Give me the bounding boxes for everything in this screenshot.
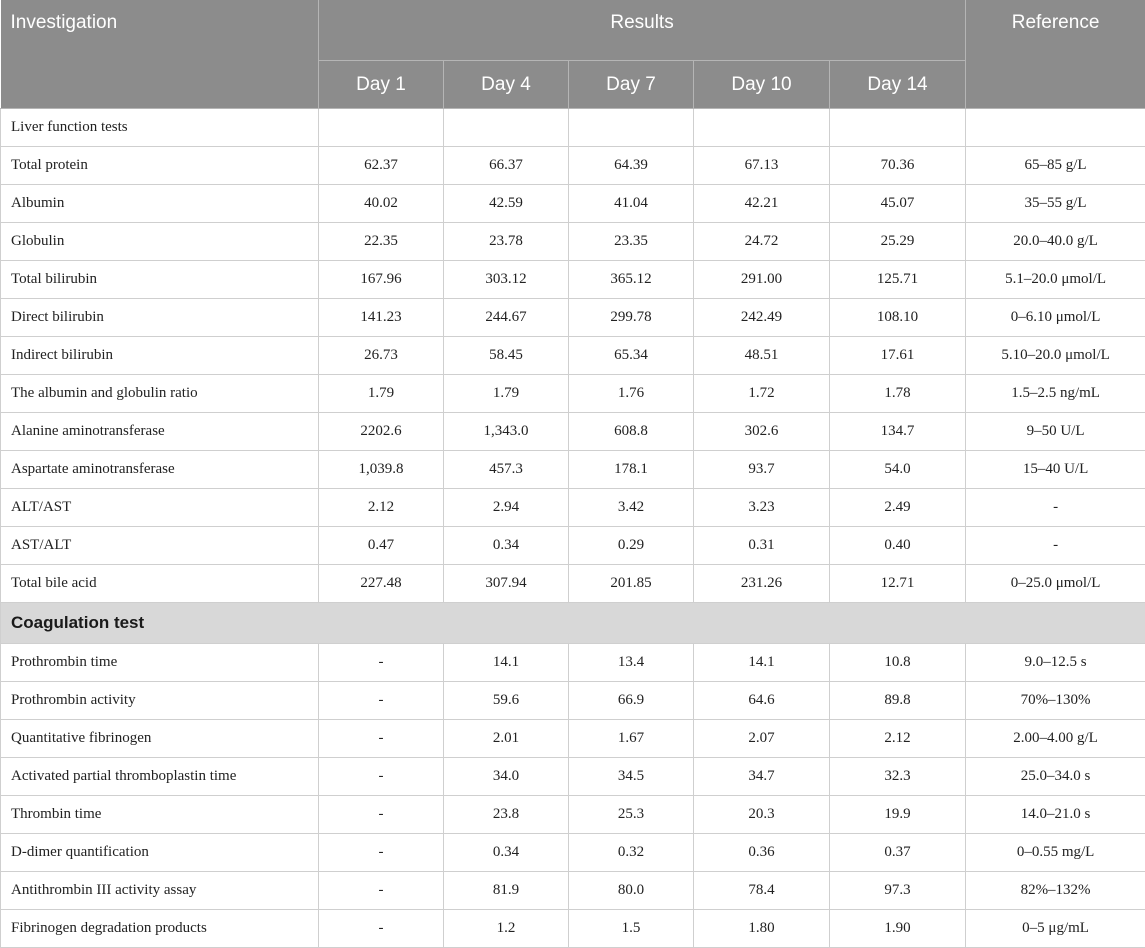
row-label: Activated partial thromboplastin time	[1, 758, 319, 796]
result-cell: 2202.6	[319, 413, 444, 451]
result-cell: 2.07	[694, 720, 830, 758]
result-cell: 231.26	[694, 565, 830, 603]
result-cell: 13.4	[569, 644, 694, 682]
result-cell: 291.00	[694, 261, 830, 299]
coagulation-section-header	[1, 603, 1145, 644]
result-cell: 25.3	[569, 796, 694, 834]
table-row	[1, 910, 1145, 948]
result-cell: -	[319, 910, 444, 948]
table-row	[1, 565, 1145, 603]
result-cell: 66.37	[444, 147, 569, 185]
result-cell: 19.9	[830, 796, 966, 834]
result-cell	[569, 109, 694, 147]
result-cell: 23.78	[444, 223, 569, 261]
result-cell	[694, 109, 830, 147]
result-cell: 227.48	[319, 565, 444, 603]
row-label: Indirect bilirubin	[1, 337, 319, 375]
reference-cell: -	[966, 489, 1145, 527]
row-label: ALT/AST	[1, 489, 319, 527]
result-cell: 58.45	[444, 337, 569, 375]
result-cell: 93.7	[694, 451, 830, 489]
result-cell: 62.37	[319, 147, 444, 185]
result-cell: 2.94	[444, 489, 569, 527]
result-cell: 178.1	[569, 451, 694, 489]
reference-cell: 5.1–20.0 μmol/L	[966, 261, 1145, 299]
section-title-coagulation: Coagulation test	[1, 603, 1145, 644]
result-cell: 0.40	[830, 527, 966, 565]
result-cell: 54.0	[830, 451, 966, 489]
result-cell: 242.49	[694, 299, 830, 337]
result-cell: 608.8	[569, 413, 694, 451]
result-cell: 42.59	[444, 185, 569, 223]
result-cell: 17.61	[830, 337, 966, 375]
reference-cell: 70%–130%	[966, 682, 1145, 720]
result-cell: -	[319, 720, 444, 758]
result-cell	[830, 109, 966, 147]
header-investigation: Investigation	[1, 0, 319, 109]
result-cell: 89.8	[830, 682, 966, 720]
result-cell: 2.49	[830, 489, 966, 527]
header-day-4: Day 4	[444, 61, 569, 109]
result-cell: 1.72	[694, 375, 830, 413]
row-label: Quantitative fibrinogen	[1, 720, 319, 758]
row-label: The albumin and globulin ratio	[1, 375, 319, 413]
table-row	[1, 758, 1145, 796]
result-cell: 0.34	[444, 834, 569, 872]
result-cell: 25.29	[830, 223, 966, 261]
result-cell: 134.7	[830, 413, 966, 451]
result-cell: 1.79	[444, 375, 569, 413]
result-cell: 2.12	[319, 489, 444, 527]
result-cell: 34.7	[694, 758, 830, 796]
result-cell: 34.5	[569, 758, 694, 796]
result-cell: -	[319, 682, 444, 720]
result-cell: 48.51	[694, 337, 830, 375]
reference-cell: 2.00–4.00 g/L	[966, 720, 1145, 758]
row-label: AST/ALT	[1, 527, 319, 565]
result-cell	[319, 109, 444, 147]
reference-cell: 9.0–12.5 s	[966, 644, 1145, 682]
table-row	[1, 872, 1145, 910]
row-label: Total bile acid	[1, 565, 319, 603]
result-cell: 10.8	[830, 644, 966, 682]
row-label: Total bilirubin	[1, 261, 319, 299]
header-day-10: Day 10	[694, 61, 830, 109]
result-cell: -	[319, 758, 444, 796]
result-cell: 108.10	[830, 299, 966, 337]
table-row	[1, 834, 1145, 872]
result-cell: 0.36	[694, 834, 830, 872]
reference-cell: 15–40 U/L	[966, 451, 1145, 489]
table-row	[1, 337, 1145, 375]
result-cell: 66.9	[569, 682, 694, 720]
row-label: Direct bilirubin	[1, 299, 319, 337]
result-cell: 1,039.8	[319, 451, 444, 489]
result-cell: 1.80	[694, 910, 830, 948]
header-day-1: Day 1	[319, 61, 444, 109]
result-cell: 20.3	[694, 796, 830, 834]
reference-cell: 14.0–21.0 s	[966, 796, 1145, 834]
result-cell: 0.47	[319, 527, 444, 565]
result-cell	[444, 109, 569, 147]
result-cell: 65.34	[569, 337, 694, 375]
result-cell: 0.31	[694, 527, 830, 565]
result-cell: 201.85	[569, 565, 694, 603]
result-cell: -	[319, 796, 444, 834]
result-cell: 64.6	[694, 682, 830, 720]
table-header	[1, 0, 1145, 109]
table-row	[1, 527, 1145, 565]
reference-cell: 9–50 U/L	[966, 413, 1145, 451]
result-cell: 22.35	[319, 223, 444, 261]
table-row	[1, 185, 1145, 223]
reference-cell: 0–6.10 μmol/L	[966, 299, 1145, 337]
table-row	[1, 489, 1145, 527]
result-cell: 97.3	[830, 872, 966, 910]
reference-cell: 35–55 g/L	[966, 185, 1145, 223]
result-cell: 64.39	[569, 147, 694, 185]
result-cell: 34.0	[444, 758, 569, 796]
row-label: D-dimer quantification	[1, 834, 319, 872]
table-row	[1, 147, 1145, 185]
table-row	[1, 796, 1145, 834]
table-row	[1, 109, 1145, 147]
result-cell: 32.3	[830, 758, 966, 796]
result-cell: 67.13	[694, 147, 830, 185]
reference-cell: 20.0–40.0 g/L	[966, 223, 1145, 261]
result-cell: 81.9	[444, 872, 569, 910]
result-cell: 70.36	[830, 147, 966, 185]
result-cell: 78.4	[694, 872, 830, 910]
reference-cell: 25.0–34.0 s	[966, 758, 1145, 796]
row-label: Fibrinogen degradation products	[1, 910, 319, 948]
row-label: Globulin	[1, 223, 319, 261]
result-cell: 1.90	[830, 910, 966, 948]
result-cell: 1.5	[569, 910, 694, 948]
result-cell: 2.01	[444, 720, 569, 758]
result-cell: 457.3	[444, 451, 569, 489]
result-cell: 41.04	[569, 185, 694, 223]
table-row	[1, 451, 1145, 489]
liver-function-section	[1, 109, 1145, 603]
reference-cell: 1.5–2.5 ng/mL	[966, 375, 1145, 413]
coagulation-section	[1, 644, 1145, 948]
result-cell: 23.8	[444, 796, 569, 834]
result-cell: 3.42	[569, 489, 694, 527]
row-label: Albumin	[1, 185, 319, 223]
result-cell: 1.76	[569, 375, 694, 413]
result-cell: 0.32	[569, 834, 694, 872]
result-cell: 0.34	[444, 527, 569, 565]
result-cell: 14.1	[444, 644, 569, 682]
row-label: Alanine aminotransferase	[1, 413, 319, 451]
reference-cell: -	[966, 527, 1145, 565]
reference-cell: 0–5 μg/mL	[966, 910, 1145, 948]
result-cell: 26.73	[319, 337, 444, 375]
row-label: Prothrombin activity	[1, 682, 319, 720]
result-cell: 0.29	[569, 527, 694, 565]
result-cell: 1.67	[569, 720, 694, 758]
row-label: Liver function tests	[1, 109, 319, 147]
row-label: Thrombin time	[1, 796, 319, 834]
result-cell: -	[319, 834, 444, 872]
reference-cell: 5.10–20.0 μmol/L	[966, 337, 1145, 375]
result-cell: 59.6	[444, 682, 569, 720]
result-cell: 299.78	[569, 299, 694, 337]
result-cell: 1.79	[319, 375, 444, 413]
result-cell: 302.6	[694, 413, 830, 451]
table-row	[1, 261, 1145, 299]
table-row	[1, 413, 1145, 451]
result-cell: 1.78	[830, 375, 966, 413]
result-cell: 2.12	[830, 720, 966, 758]
result-cell: 303.12	[444, 261, 569, 299]
result-cell: 45.07	[830, 185, 966, 223]
result-cell: 12.71	[830, 565, 966, 603]
table-row	[1, 682, 1145, 720]
row-label: Prothrombin time	[1, 644, 319, 682]
reference-cell	[966, 109, 1145, 147]
result-cell: 141.23	[319, 299, 444, 337]
row-label: Total protein	[1, 147, 319, 185]
header-results: Results	[319, 0, 966, 61]
result-cell: -	[319, 872, 444, 910]
result-cell: 244.67	[444, 299, 569, 337]
result-cell: 0.37	[830, 834, 966, 872]
result-cell: 23.35	[569, 223, 694, 261]
result-cell: 42.21	[694, 185, 830, 223]
row-label: Antithrombin III activity assay	[1, 872, 319, 910]
header-day-14: Day 14	[830, 61, 966, 109]
result-cell: 1,343.0	[444, 413, 569, 451]
table-row	[1, 375, 1145, 413]
reference-cell: 0–25.0 μmol/L	[966, 565, 1145, 603]
result-cell: -	[319, 644, 444, 682]
result-cell: 3.23	[694, 489, 830, 527]
result-cell: 40.02	[319, 185, 444, 223]
result-cell: 1.2	[444, 910, 569, 948]
result-cell: 307.94	[444, 565, 569, 603]
result-cell: 24.72	[694, 223, 830, 261]
header-reference: Reference	[966, 0, 1145, 109]
reference-cell: 82%–132%	[966, 872, 1145, 910]
header-day-7: Day 7	[569, 61, 694, 109]
result-cell: 14.1	[694, 644, 830, 682]
table-row	[1, 644, 1145, 682]
reference-cell: 65–85 g/L	[966, 147, 1145, 185]
table-row	[1, 720, 1145, 758]
row-label: Aspartate aminotransferase	[1, 451, 319, 489]
result-cell: 365.12	[569, 261, 694, 299]
reference-cell: 0–0.55 mg/L	[966, 834, 1145, 872]
result-cell: 80.0	[569, 872, 694, 910]
table-row	[1, 223, 1145, 261]
result-cell: 167.96	[319, 261, 444, 299]
table-row	[1, 299, 1145, 337]
result-cell: 125.71	[830, 261, 966, 299]
